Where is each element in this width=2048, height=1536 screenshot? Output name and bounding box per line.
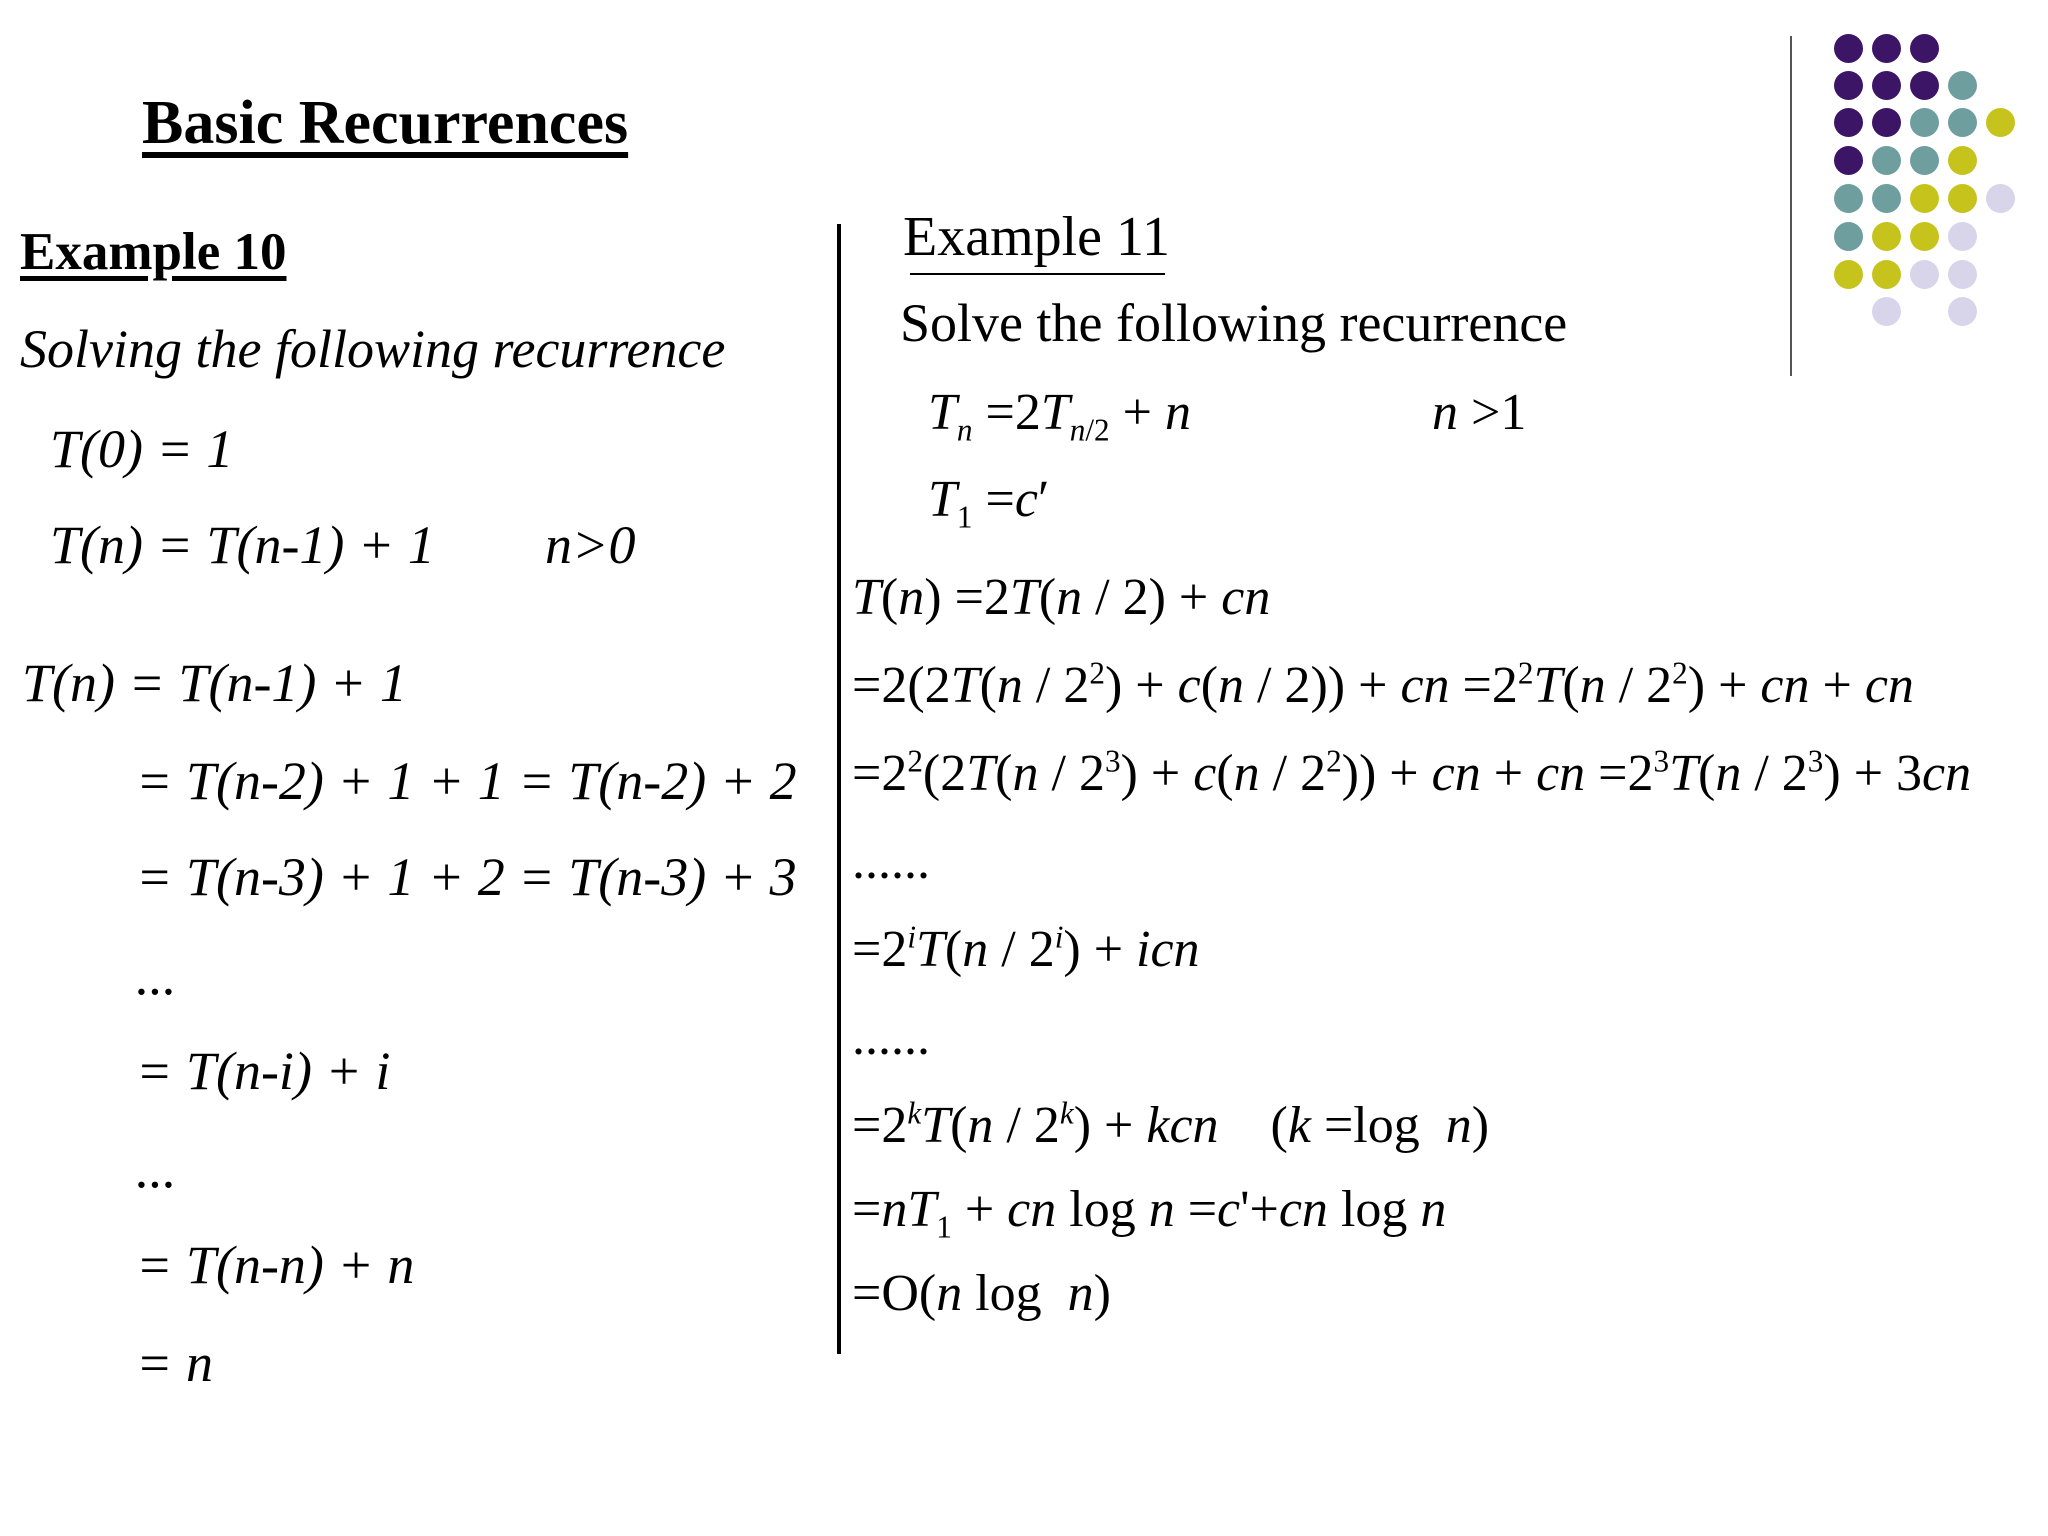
derivation-line: = T(n-3) + 1 + 2 = T(n-3) + 3: [136, 847, 797, 907]
slide-title: Basic Recurrences: [142, 89, 629, 157]
dot: [1834, 108, 1863, 137]
dot: [1986, 108, 2015, 137]
dot: [1834, 222, 1863, 251]
derivation-step: $=2(2T(n / 2^2) + c(n / 2))$ + cn $=2^2T(n / 2^2)$ + cn + cn: [852, 655, 1914, 714]
recurrence-equation: $T_n =2T_{n/2} + n$: [928, 384, 1191, 448]
dot: [1910, 146, 1939, 175]
derivation-line: = T(n-n) + n: [136, 1235, 415, 1295]
ellipsis: ......: [852, 1009, 930, 1066]
base-case-equation: $T_1 =c'$: [928, 471, 1050, 535]
dot: [1834, 71, 1863, 100]
dot: [1872, 260, 1901, 289]
dot: [1948, 108, 1977, 137]
derivation-line: T(n) = T(n-1) + 1: [22, 653, 407, 713]
dot: [1910, 71, 1939, 100]
derivation-step: $=2^2(2T(n / 2^3) + c(n / 2^2))$ + cn + cn $=2^3T(n / 2^3) + 3cn$: [852, 743, 1972, 802]
derivation-line: ...: [136, 946, 177, 1006]
example10-intro: Solving the following recurrence: [20, 319, 726, 379]
base-case: T(0) = 1: [50, 419, 234, 479]
final-result: =O(n log n): [852, 1265, 1111, 1322]
dot: [1910, 222, 1939, 251]
dot: [1948, 71, 1977, 100]
dot: [1872, 184, 1901, 213]
recurrence-condition: n >1: [1432, 384, 1527, 441]
derivation-step: $=nT_1$ + cn log n =c'+cn log n: [852, 1181, 1447, 1245]
derivation-step: $=2^iT(n / 2^i)$ + icn: [852, 919, 1200, 978]
derivation-step: T(n) =2T(n / 2) + cn: [852, 569, 1271, 626]
dot: [1872, 146, 1901, 175]
ellipsis: ......: [852, 833, 930, 890]
derivation-step: $=2^kT(n / 2^k)$ + kcn (k =log n): [852, 1095, 1490, 1154]
dot: [1872, 222, 1901, 251]
column-divider: [837, 224, 841, 1354]
dot: [1948, 297, 1977, 326]
dot: [1872, 71, 1901, 100]
dot: [1834, 34, 1863, 63]
dot: [1986, 184, 2015, 213]
derivation-line: = T(n-i) + i: [136, 1041, 391, 1101]
dot: [1834, 146, 1863, 175]
dot: [1834, 184, 1863, 213]
dot: [1910, 34, 1939, 63]
dot: [1910, 260, 1939, 289]
dot: [1872, 108, 1901, 137]
derivation-line: = n: [136, 1333, 213, 1393]
example11-intro: Solve the following recurrence: [900, 293, 1568, 353]
dot: [1948, 184, 1977, 213]
dot: [1948, 260, 1977, 289]
decorative-vertical-line: [1790, 36, 1792, 376]
dot: [1872, 34, 1901, 63]
example11-heading: Example 11: [903, 206, 1170, 268]
dot: [1834, 260, 1863, 289]
dot: [1910, 108, 1939, 137]
dot: [1948, 146, 1977, 175]
dot: [1872, 297, 1901, 326]
recurrence-condition: n>0: [545, 515, 636, 575]
dot: [1948, 222, 1977, 251]
derivation-line: ...: [136, 1139, 177, 1199]
example11-underline: [910, 273, 1165, 275]
recurrence-line: T(n) = T(n-1) + 1: [50, 515, 435, 575]
example10-heading: Example 10: [20, 223, 287, 281]
derivation-line: = T(n-2) + 1 + 1 = T(n-2) + 2: [136, 751, 797, 811]
dot: [1910, 184, 1939, 213]
